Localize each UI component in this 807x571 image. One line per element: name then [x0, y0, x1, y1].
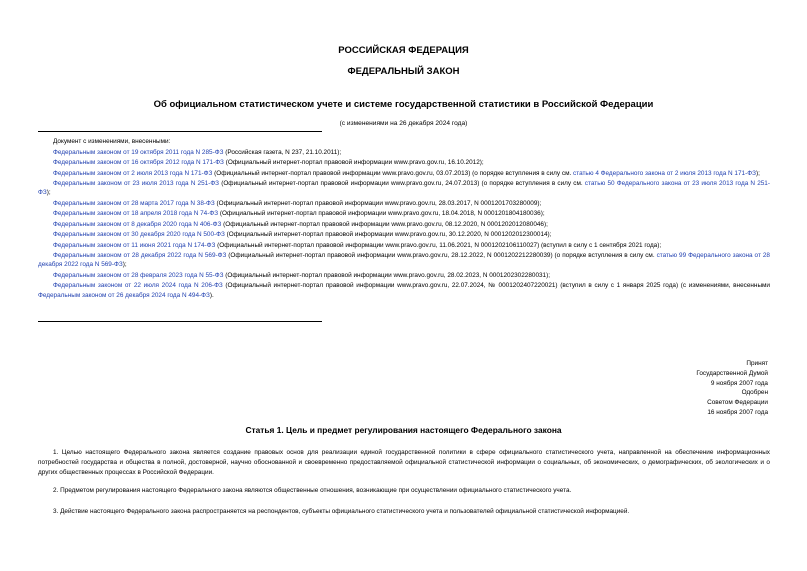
change-item	[38, 281, 770, 299]
approved-line-2: Советом Федерации	[707, 398, 768, 406]
amendment-law-link[interactable]: Федеральным законом от 28 февраля 2023 года N 55-ФЗ	[53, 271, 224, 279]
change-item	[38, 209, 770, 218]
bottom-divider	[38, 321, 322, 322]
amendment-law-link[interactable]: Федеральным законом от 23 июля 2013 года N 251-ФЗ	[53, 180, 220, 187]
amendment-law-link[interactable]: Федеральным законом от 28 марта 2017 года N 38-ФЗ	[53, 199, 215, 207]
article-title: Статья 1. Цель и предмет регулирования настоящего Федерального закона	[245, 425, 562, 435]
document-title: Об официальном статистическом учете и системе государственной статистики в Российской Федерации	[153, 99, 654, 110]
change-item	[38, 220, 770, 229]
amendment-details: (Официальный интернет-портал правовой информации www.pravo.gov.ru, 16.10.2012);	[223, 159, 484, 166]
changes-intro: Документ с изменениями, внесенными:	[53, 138, 171, 145]
change-item	[38, 271, 770, 280]
amendment-article-link[interactable]: статью 99 Федерального закона от 28 декабря 2022 года N 569-ФЗ	[38, 252, 770, 269]
changes-list	[38, 137, 770, 301]
paragraph-1-text: 1. Целью настоящего Федерального закона является создание правовых основ для реализации единой государственной политики в сфере официального статистического учета, направленной на обеспечение информационных потребностей государства и общества в полной, достоверной, научно обоснованной и своевременно предоставляемой официальной статистической информации о социальных, об экономических, о демографических, об экологических и о других общественных процессах в Российской Федерации.	[38, 449, 770, 476]
amendment-law-link[interactable]: Федеральным законом от 30 декабря 2020 года N 500-ФЗ	[53, 231, 225, 239]
law-type-heading: ФЕДЕРАЛЬНЫЙ ЗАКОН	[347, 66, 460, 77]
amendment-law-link[interactable]: Федеральным законом от 22 июля 2024 года N 206-ФЗ	[53, 282, 223, 290]
amendment-article-link[interactable]: статью 4 Федерального закона от 2 июля 2013 года N 171-ФЗ	[573, 169, 756, 177]
amendment-details-tail: );	[755, 169, 760, 177]
amendment-law-link[interactable]: Федеральным законом от 2 июля 2013 года N 171-ФЗ	[53, 169, 213, 177]
amendment-details: (Официальный интернет-портал правовой информации www.pravo.gov.ru, 18.04.2018, N 0001201804180036);	[218, 210, 545, 218]
change-item	[38, 230, 770, 239]
changes-items	[38, 148, 770, 300]
approved-block	[707, 388, 768, 417]
amendment-law-link[interactable]: Федеральным законом от 19 октября 2011 года N 285-ФЗ	[53, 148, 224, 156]
article-paragraph-3	[38, 507, 770, 517]
amendment-details-tail: );	[46, 189, 51, 197]
adopted-line-2: Государственной Думой	[696, 369, 768, 377]
change-item	[38, 148, 770, 157]
adopted-line-3: 9 ноября 2007 года	[710, 379, 768, 387]
amendment-details-tail: );	[122, 261, 127, 269]
amendment-details: (Официальный интернет-портал правовой информации www.pravo.gov.ru, 30.12.2020, N 0001202012300014);	[224, 231, 552, 239]
amendment-details: (Российская газета, N 237, 21.10.2011);	[223, 148, 342, 156]
adopted-block	[696, 359, 768, 388]
change-item	[38, 199, 770, 208]
amendment-law-link[interactable]: Федеральным законом от 16 октября 2012 года N 171-ФЗ	[53, 159, 224, 166]
amendment-law-link[interactable]: Федеральным законом от 11 июня 2021 года N 174-ФЗ	[53, 241, 216, 249]
amendment-details: (Официальный интернет-портал правовой информации www.pravo.gov.ru, 28.03.2017, N 0001201703280009);	[214, 199, 542, 207]
top-divider	[38, 131, 322, 132]
article-paragraph-1	[38, 448, 770, 477]
adopted-line-1: Принят	[746, 360, 768, 367]
amendment-details: (Официальный интернет-портал правовой информации www.pravo.gov.ru, 28.12.2022, N 0001202212280039) (о порядке вступления в силу см.	[226, 252, 657, 260]
change-item	[38, 158, 770, 167]
amendment-details: (Официальный интернет-портал правовой информации www.pravo.gov.ru, 24.07.2013) (о порядке вступления в силу см.	[219, 180, 585, 187]
edition-note: (с изменениями на 26 декабря 2024 года)	[339, 120, 468, 127]
amendment-details-tail: ).	[209, 291, 214, 299]
change-item	[38, 251, 770, 269]
amendment-law-link[interactable]: Федеральным законом от 28 декабря 2022 года N 569-ФЗ	[53, 252, 227, 260]
amendment-details: (Официальный интернет-портал правовой информации www.pravo.gov.ru, 11.06.2021, N 0001202106110027) (вступил в силу с 1 сентября 2021 года);	[215, 241, 662, 249]
approved-line-1: Одобрен	[741, 389, 768, 396]
change-item	[38, 179, 770, 197]
change-item	[38, 241, 770, 250]
country-heading: РОССИЙСКАЯ ФЕДЕРАЦИЯ	[338, 45, 469, 56]
article-paragraph-2	[38, 486, 770, 496]
approved-line-3: 16 ноября 2007 года	[707, 408, 768, 416]
amendment-details: (Официальный интернет-портал правовой информации www.pravo.gov.ru, 22.07.2024, № 0001202407220021) (вступил в силу с 1 января 2025 года) (с изменениями, внесенными	[222, 282, 771, 290]
amendment-details: (Официальный интернет-портал правовой информации www.pravo.gov.ru, 28.02.2023, N 0001202302280031);	[223, 271, 551, 279]
paragraph-2-text: 2. Предметом регулирования настоящего Федерального закона являются общественные отношения, возникающие при осуществлении официального статистического учета.	[53, 487, 572, 494]
amendment-law-link[interactable]: Федеральным законом от 18 апреля 2018 года N 74-ФЗ	[53, 210, 219, 218]
amendment-details: (Официальный интернет-портал правовой информации www.pravo.gov.ru, 03.07.2013) (о порядке вступления в силу см.	[212, 169, 574, 177]
amendment-article-link[interactable]: Федеральным законом от 26 декабря 2024 года N 494-ФЗ	[38, 291, 210, 299]
amendment-law-link[interactable]: Федеральным законом от 8 декабря 2020 года N 406-ФЗ	[53, 220, 222, 228]
change-item	[38, 169, 770, 178]
amendment-details: (Официальный интернет-портал правовой информации www.pravo.gov.ru, 08.12.2020, N 0001202012080046);	[221, 220, 548, 228]
paragraph-3-text: 3. Действие настоящего Федерального закона распространяется на респондентов, субъекты официального статистического учета и пользователей официальной статистической информацией.	[53, 508, 630, 515]
amendment-article-link[interactable]: статью 50 Федерального закона от 23 июля 2013 года N 251-ФЗ	[38, 180, 770, 197]
